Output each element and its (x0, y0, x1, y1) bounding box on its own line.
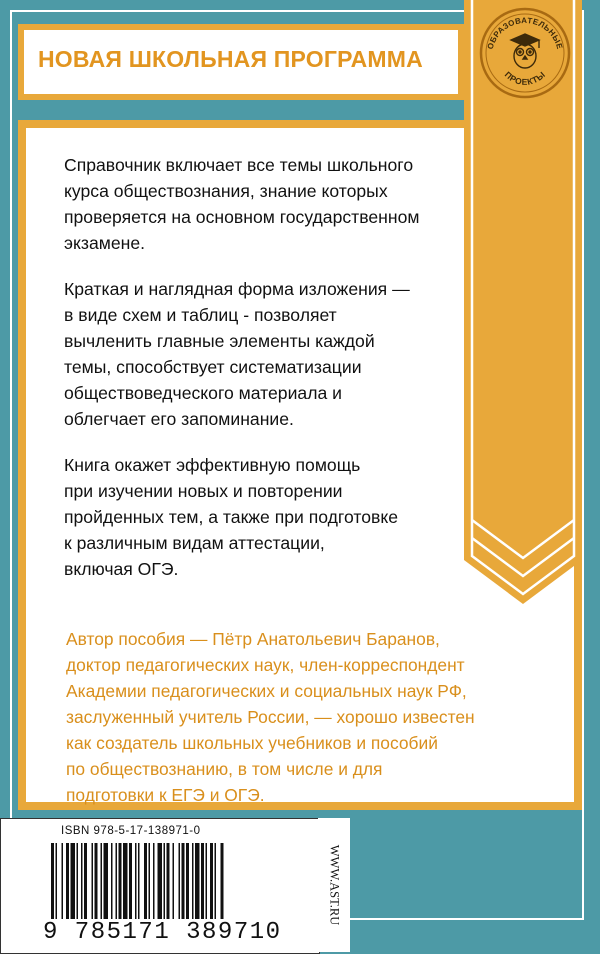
logo-text-top: ОБРАЗОВАТЕЛЬНЫЕ (485, 15, 565, 51)
description-text (64, 152, 494, 602)
series-title: НОВАЯ ШКОЛЬНАЯ ПРОГРАММА (38, 46, 423, 72)
website-url: WWW.AST.RU (327, 844, 342, 926)
logo-text-bottom: ПРОЕКТЫ (502, 69, 548, 87)
author-info: Автор пособия — Пётр Анатольевич Баранов, доктор педагогических наук, член-корреспондент Академии педагогических и социальных наук РФ, заслуженный учитель России, — хорошо известен как создатель школьных учебников и пособий по обществознанию, в том числе и для подготовки к ЕГЭ и ОГЭ. (66, 629, 475, 805)
barcode-bars (51, 843, 271, 919)
website-strip (318, 818, 350, 952)
series-title-bar (18, 24, 464, 100)
barcode-digits: 9 785171 389710 (43, 919, 282, 946)
description-paragraph-2: Краткая и наглядная форма изложения — в виде схем и таблиц - позволяет вычленить главные элементы каждой темы, способствует систематизации обществоведческого материала и облегчает его запоминание. (64, 279, 410, 429)
description-paragraph-1: Справочник включает все темы школьного курса обществознания, знание которых проверяется на основном государственном экзамене. (64, 155, 420, 253)
barcode-block (0, 818, 320, 954)
description-paragraph-3: Книга окажет эффективную помощь при изучении новых и повторении пройденных тем, а также при подготовке к различным видам аттестации, включая ОГЭ. (64, 455, 399, 579)
publisher-logo (478, 6, 572, 100)
isbn-label: ISBN 978-5-17-138971-0 (61, 825, 201, 837)
